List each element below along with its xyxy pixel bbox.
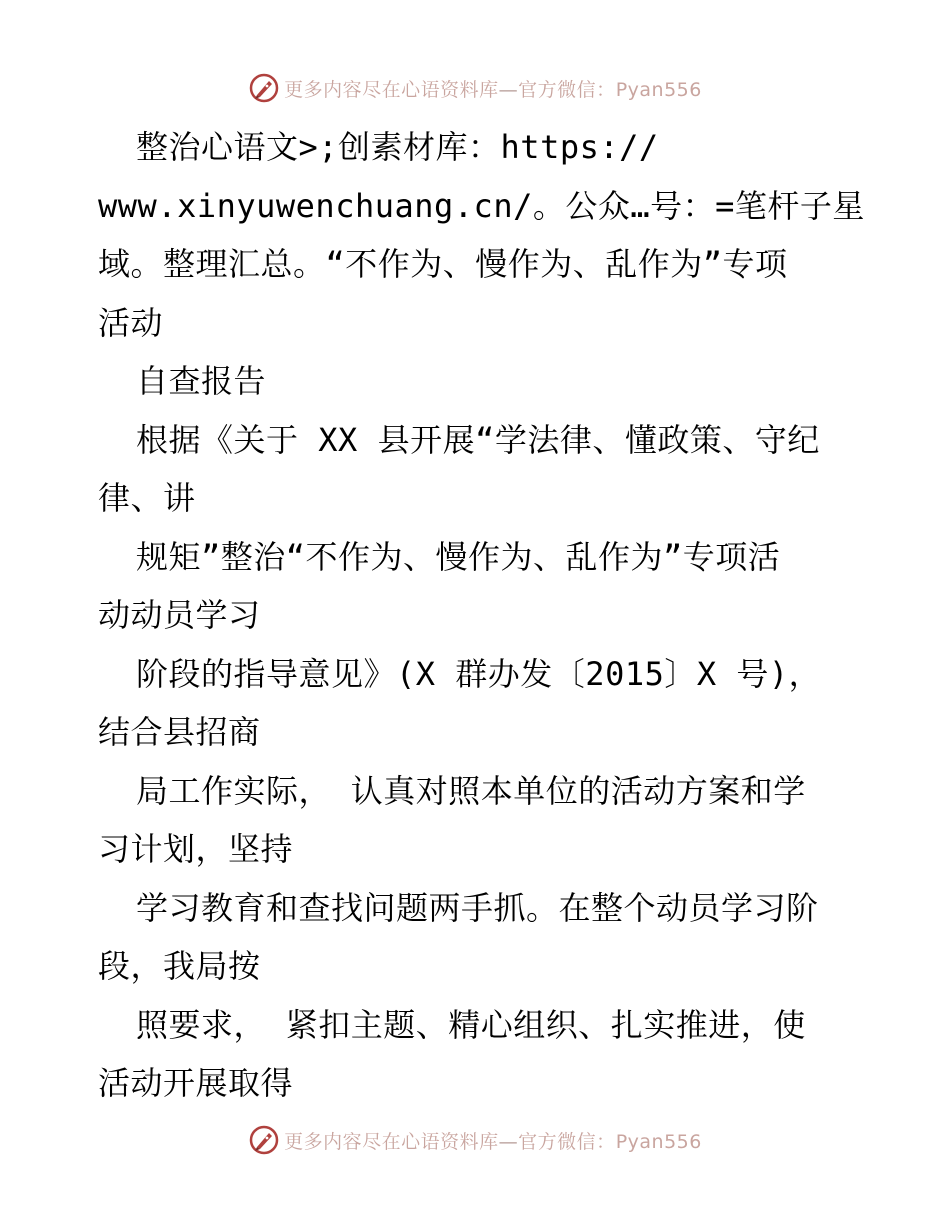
header-banner [0,70,950,106]
text-line: 域。整理汇总。“不作为、慢作为、乱作为”专项 [98,245,788,283]
text-line: 结合县招商 [98,713,261,751]
document-title: 自查报告 [136,362,267,400]
text-line: 段，我局按 [98,947,261,985]
banner-text: 更多内容尽在心语资料库—官方微信：Pyan556 [284,78,702,101]
pen-nib-logo-icon [248,1124,280,1156]
text-line: 习计划，坚持 [98,830,294,868]
text-line: 活动 [98,303,164,342]
text-line: 动动员学习 [98,596,261,634]
text-line: 根据《关于 XX 县开展“学法律、懂政策、守纪 [136,420,820,459]
text-line: 局工作实际， 认真对照本单位的活动方案和学 [136,771,806,810]
text-line: 学习教育和查找问题两手抓。在整个动员学习阶 [136,888,819,927]
text-line: 阶段的指导意见》(X 群办发〔2015〕X 号)， [136,654,822,693]
text-line: 活动开展取得 [98,1064,294,1102]
pen-nib-logo-icon [248,72,280,104]
document-body [98,118,865,1113]
text-line: 律、讲 [98,479,196,517]
banner-text: 更多内容尽在心语资料库—官方微信：Pyan556 [284,1130,702,1153]
text-line: 规矩”整治“不作为、慢作为、乱作为”专项活 [136,537,781,576]
text-line: 照要求， 紧扣主题、精心组织、扎实推进，使 [136,1005,806,1044]
text-line: www.xinyuwenchuang.cn/。公众…号：=笔杆子星 [98,186,865,225]
text-line: 整治心语文>;创素材库：https:// [136,128,659,166]
footer-banner [0,1122,950,1158]
